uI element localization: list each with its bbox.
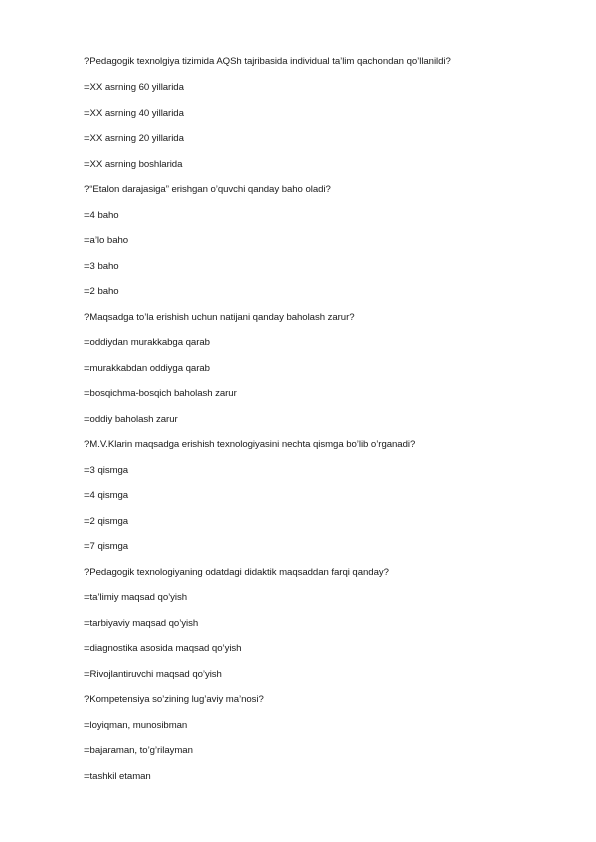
answer-3a: =oddiydan murakkabga qarab: [84, 337, 210, 348]
answer-4c: =2 qismga: [84, 516, 129, 527]
answer-1b: =XX asrning 40 yillarida: [84, 108, 184, 119]
answer-2a: =4 baho: [84, 210, 119, 221]
answer-2c: =3 baho: [84, 261, 119, 272]
answer-6b: =bajaraman, to’g’rilayman: [84, 745, 193, 756]
answer-3b: =murakkabdan oddiyga qarab: [84, 363, 210, 374]
answer-5a: =ta’limiy maqsad qo’yish: [84, 592, 188, 603]
question-4: ?M.V.Klarin maqsadga erishish texnologiyasini nechta qismga bo’lib o’rganadi?: [84, 439, 416, 450]
answer-5d: =Rivojlantiruvchi maqsad qo’yish: [84, 669, 222, 680]
question-3: ?Maqsadga to’la erishish uchun natijani qanday baholash zarur?: [84, 312, 355, 323]
question-6: ?Kompetensiya so’zining lug’aviy ma’nosi?: [84, 694, 264, 705]
answer-3c: =bosqichma-bosqich baholash zarur: [84, 388, 237, 399]
answer-2b: =a’lo baho: [84, 235, 129, 246]
question-1: ?Pedagogik texnolgiya tizimida AQSh tajribasida individual ta’lim qachondan qo’llanildi?: [84, 56, 451, 67]
answer-4b: =4 qismga: [84, 490, 129, 501]
question-2: ?“Etalon darajasiga” erishgan o’quvchi qanday baho oladi?: [84, 184, 331, 195]
answer-5c: =diagnostika asosida maqsad qo’yish: [84, 643, 242, 654]
answer-1c: =XX asrning 20 yillarida: [84, 133, 184, 144]
answer-5b: =tarbiyaviy maqsad qo’yish: [84, 618, 199, 629]
answer-6a: =loyiqman, munosibman: [84, 720, 188, 731]
answer-1d: =XX asrning boshlarida: [84, 159, 183, 170]
answer-6c: =tashkil etaman: [84, 771, 151, 782]
answer-1a: =XX asrning 60 yillarida: [84, 82, 184, 93]
answer-4d: =7 qismga: [84, 541, 129, 552]
answer-2d: =2 baho: [84, 286, 119, 297]
answer-4a: =3 qismga: [84, 465, 129, 476]
question-5: ?Pedagogik texnologiyaning odatdagi didaktik maqsaddan farqi qanday?: [84, 567, 389, 578]
answer-3d: =oddiy baholash zarur: [84, 414, 178, 425]
